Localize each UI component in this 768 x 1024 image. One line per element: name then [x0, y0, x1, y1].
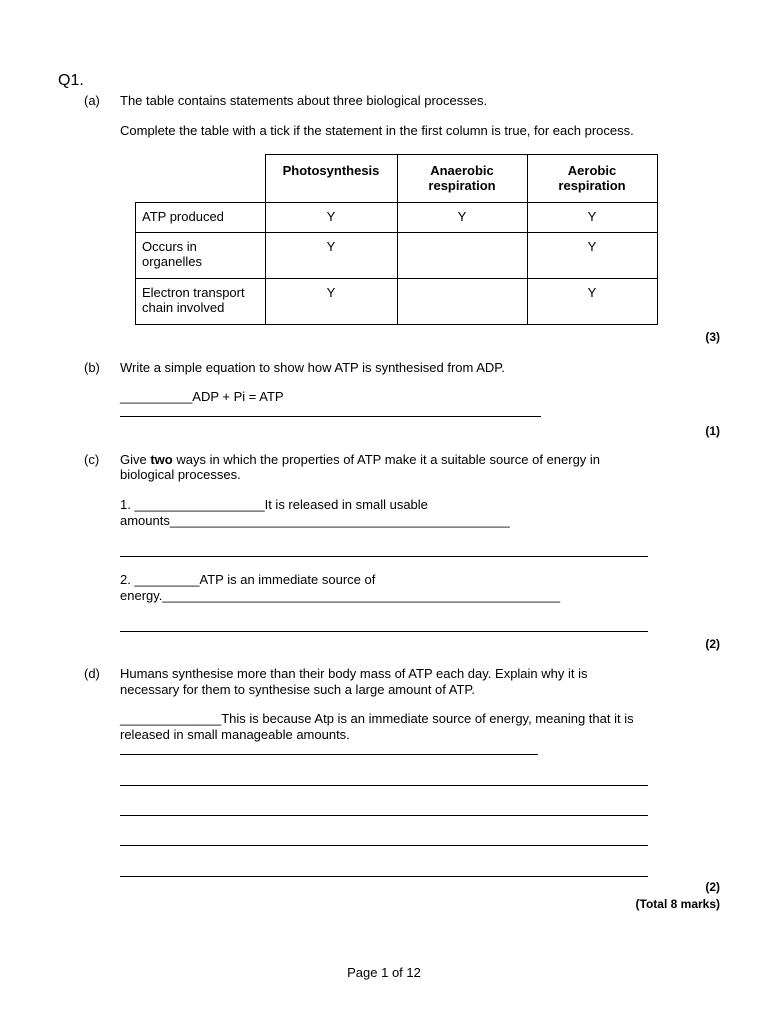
part-a-marks: (3): [705, 330, 720, 344]
answer-line: [120, 631, 648, 632]
part-b-prompt: Write a simple equation to show how ATP is synthesised from ADP.: [120, 360, 505, 375]
part-d-answer-line-2[interactable]: released in small manageable amounts.: [120, 727, 350, 742]
table-header-aerobic: Aerobic respiration: [527, 155, 657, 203]
answer-line: [120, 815, 648, 816]
answer-line: [120, 845, 648, 846]
table-cell[interactable]: [397, 279, 527, 325]
table-header-anaerobic: Anaerobic respiration: [397, 155, 527, 203]
total-marks: (Total 8 marks): [635, 897, 720, 911]
table-cell[interactable]: Y: [527, 203, 657, 233]
table-cell[interactable]: Y: [265, 279, 397, 325]
question-number: Q1.: [58, 72, 84, 89]
part-a-text-2: Complete the table with a tick if the statement in the first column is true, for each process.: [120, 123, 634, 138]
part-a-label: (a): [84, 93, 100, 108]
part-c-answer-2-line-2[interactable]: energy._______________________________________________________: [120, 588, 561, 603]
part-b-answer[interactable]: __________ADP + Pi = ATP: [120, 389, 284, 404]
part-d-prompt-1: Humans synthesise more than their body mass of ATP each day. Explain why it is: [120, 666, 588, 681]
table-row: [136, 203, 658, 233]
answer-line: [120, 416, 541, 417]
table-cell[interactable]: Y: [527, 279, 657, 325]
part-c-answer-2-line-1[interactable]: 2. _________ATP is an immediate source of: [120, 572, 376, 587]
table-row: [136, 233, 658, 279]
answer-line: [120, 876, 648, 877]
part-c-prompt-2: biological processes.: [120, 467, 241, 482]
answer-line: [120, 556, 648, 557]
table-row: [136, 279, 658, 325]
table-corner: [136, 155, 266, 203]
table-cell[interactable]: Y: [265, 233, 397, 279]
part-a-text-1: The table contains statements about three biological processes.: [120, 93, 488, 108]
part-b-marks: (1): [705, 424, 720, 438]
table-header-photosynthesis: Photosynthesis: [265, 155, 397, 203]
part-d-prompt-2: necessary for them to synthesise such a large amount of ATP.: [120, 682, 476, 697]
table-cell[interactable]: Y: [397, 203, 527, 233]
page-number: Page 1 of 12: [347, 965, 421, 980]
part-b-label: (b): [84, 360, 100, 375]
table-cell[interactable]: Y: [527, 233, 657, 279]
part-c-marks: (2): [705, 637, 720, 651]
answer-line: [120, 785, 648, 786]
part-d-answer-line-1[interactable]: ______________This is because Atp is an immediate source of energy, meaning that it is: [120, 711, 634, 726]
part-c-label: (c): [84, 452, 100, 467]
part-c-prompt: Give two ways in which the properties of ATP make it a suitable source of energy in: [120, 452, 601, 467]
answer-line: [120, 754, 538, 755]
table-cell[interactable]: Y: [265, 203, 397, 233]
row-label-atp: ATP produced: [136, 203, 266, 233]
row-label-organelles: Occurs in organelles: [136, 233, 266, 279]
part-c-answer-1-line-1[interactable]: 1. __________________It is released in small usable: [120, 497, 428, 512]
part-d-marks: (2): [705, 880, 720, 894]
part-d-label: (d): [84, 666, 100, 681]
table-cell[interactable]: [397, 233, 527, 279]
row-label-etc: Electron transport chain involved: [136, 279, 266, 325]
processes-table: [135, 154, 658, 325]
part-c-answer-1-line-2[interactable]: amounts_______________________________________________: [120, 513, 510, 528]
